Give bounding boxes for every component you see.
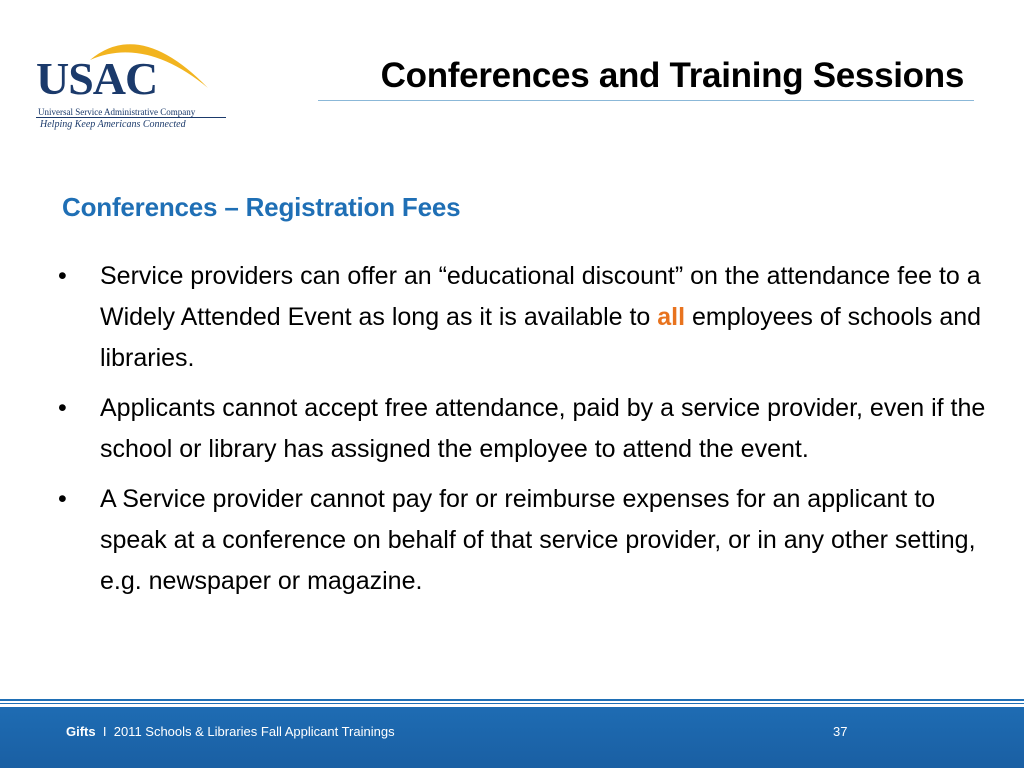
footer-separator: I xyxy=(102,724,107,739)
logo-wordmark: USAC xyxy=(36,53,158,104)
bullet-highlight: all xyxy=(657,303,686,331)
footer-section: Gifts xyxy=(66,724,96,739)
logo-subtitle: Universal Service Administrative Company xyxy=(38,107,196,117)
footer-bar xyxy=(0,707,1024,768)
usac-logo xyxy=(30,28,220,124)
footer-event: 2011 Schools & Libraries Fall Applicant Trainings xyxy=(113,724,395,739)
bullet-text-before: Service providers can offer an “educational discount” on the attendance fee to a Widely Attended Event as long as it is available to xyxy=(100,262,981,331)
bullet-icon: • xyxy=(58,394,67,422)
footer-caption xyxy=(66,724,395,739)
bullet-item xyxy=(58,479,988,602)
title-divider xyxy=(318,100,974,101)
slide-title: Conferences and Training Sessions xyxy=(380,56,964,95)
bullet-icon: • xyxy=(58,485,67,513)
logo-divider xyxy=(36,117,226,118)
bullet-list xyxy=(58,256,988,611)
slide-subtitle: Conferences – Registration Fees xyxy=(62,192,461,222)
logo-tagline: Helping Keep Americans Connected xyxy=(40,119,186,130)
bullet-text-after: employees of schools and libraries. xyxy=(100,303,982,372)
bullet-item xyxy=(58,388,988,470)
footer-rule-top xyxy=(0,699,1024,701)
bullet-item xyxy=(58,256,988,379)
page-number: 37 xyxy=(833,724,848,739)
footer-rule-bottom xyxy=(0,703,1024,704)
bullet-text: A Service provider cannot pay for or reimburse expenses for an applicant to speak at a conference on behalf of that service provider, or in any other setting, e.g. newspaper or magazine. xyxy=(100,485,976,595)
bullet-text: Applicants cannot accept free attendance, paid by a service provider, even if the school or library has assigned the employee to attend the event. xyxy=(100,394,986,463)
bullet-icon: • xyxy=(58,262,67,290)
